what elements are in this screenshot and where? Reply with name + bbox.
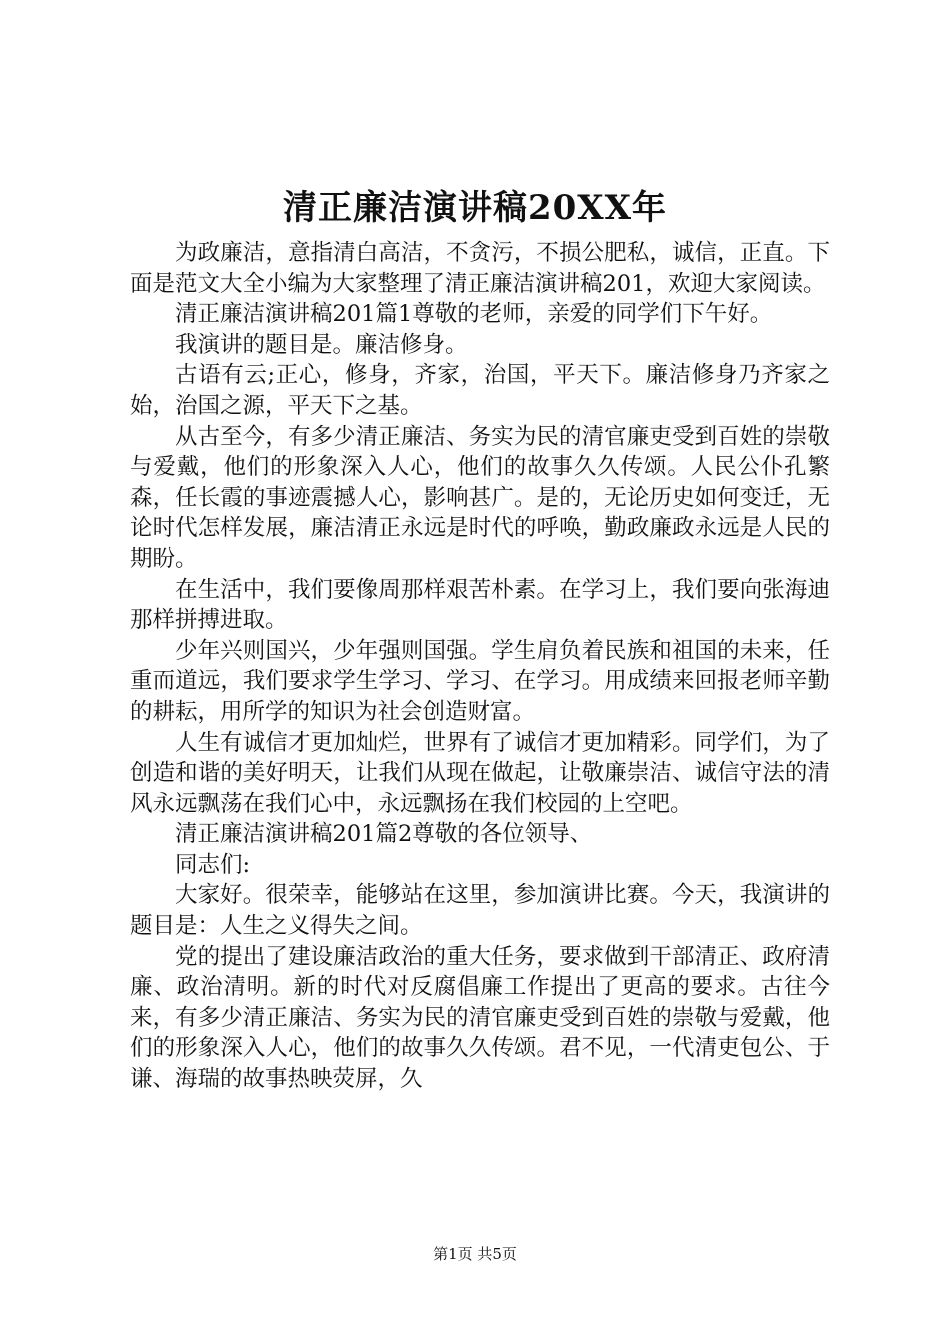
paragraph: 我演讲的题目是。廉洁修身。 [175, 331, 468, 358]
page-number-footer [0, 1244, 950, 1264]
paragraph: 为政廉洁，意指清白高洁，不贪污，不损公肥私，诚信，正直。下面是范文大全小编为大家整理了清正廉洁演讲稿201，欢迎大家阅读。 [130, 240, 830, 297]
paragraph: 人生有诚信才更加灿烂，世界有了诚信才更加精彩。同学们，为了创造和谐的美好明天，让我们从现在做起，让敬廉崇洁、诚信守法的清风永远飘荡在我们心中，永远飘扬在我们校园的上空吧。 [130, 729, 830, 817]
paragraph: 从古至今，有多少清正廉洁、务实为民的清官廉吏受到百姓的崇敬与爱戴，他们的形象深入人心，他们的故事久久传颂。人民公仆孔繁森，任长霞的事迹震撼人心，影响甚广。是的，无论历史如何变迁，无论时代怎样发展，廉洁清正永远是时代的呼唤，勤政廉政永远是人民的期盼。 [130, 423, 830, 572]
page-title: 清正廉洁演讲稿20XX年 [282, 188, 668, 228]
paragraph: 清正廉洁演讲稿201篇1尊敬的老师，亲爱的同学们下午好。 [175, 301, 773, 328]
paragraph: 大家好。很荣幸，能够站在这里，参加演讲比赛。今天，我演讲的题目是：人生之义得失之间。 [130, 882, 830, 940]
paragraph: 少年兴则国兴，少年强则国强。学生肩负着民族和祖国的未来，任重而道远，我们要求学生学习、学习、在学习。用成绩来回报老师辛勤的耕耘，用所学的知识为社会创造财富。 [130, 637, 830, 725]
page-number-label: 第1页 共5页 [433, 1245, 517, 1263]
paragraph: 古语有云;正心，修身，齐家，治国，平天下。廉洁修身乃齐家之始，治国之源，平天下之基。 [130, 362, 830, 419]
paragraph: 同志们: [175, 851, 251, 878]
paragraph: 在生活中，我们要像周那样艰苦朴素。在学习上，我们要向张海迪那样拼搏进取。 [130, 576, 830, 634]
document-body [130, 238, 830, 1095]
paragraph: 清正廉洁演讲稿201篇2尊敬的各位领导、 [175, 821, 593, 848]
paragraph: 党的提出了建设廉洁政治的重大任务，要求做到干部清正、政府清廉、政治清明。新的时代对反腐倡廉工作提出了更高的要求。古往今来，有多少清正廉洁、务实为民的清官廉吏受到百姓的崇敬与爱戴，他们的形象深入人心，他们的故事久久传颂。君不见，一代清吏包公、于谦、海瑞的故事热映荧屏，久 [130, 943, 830, 1093]
